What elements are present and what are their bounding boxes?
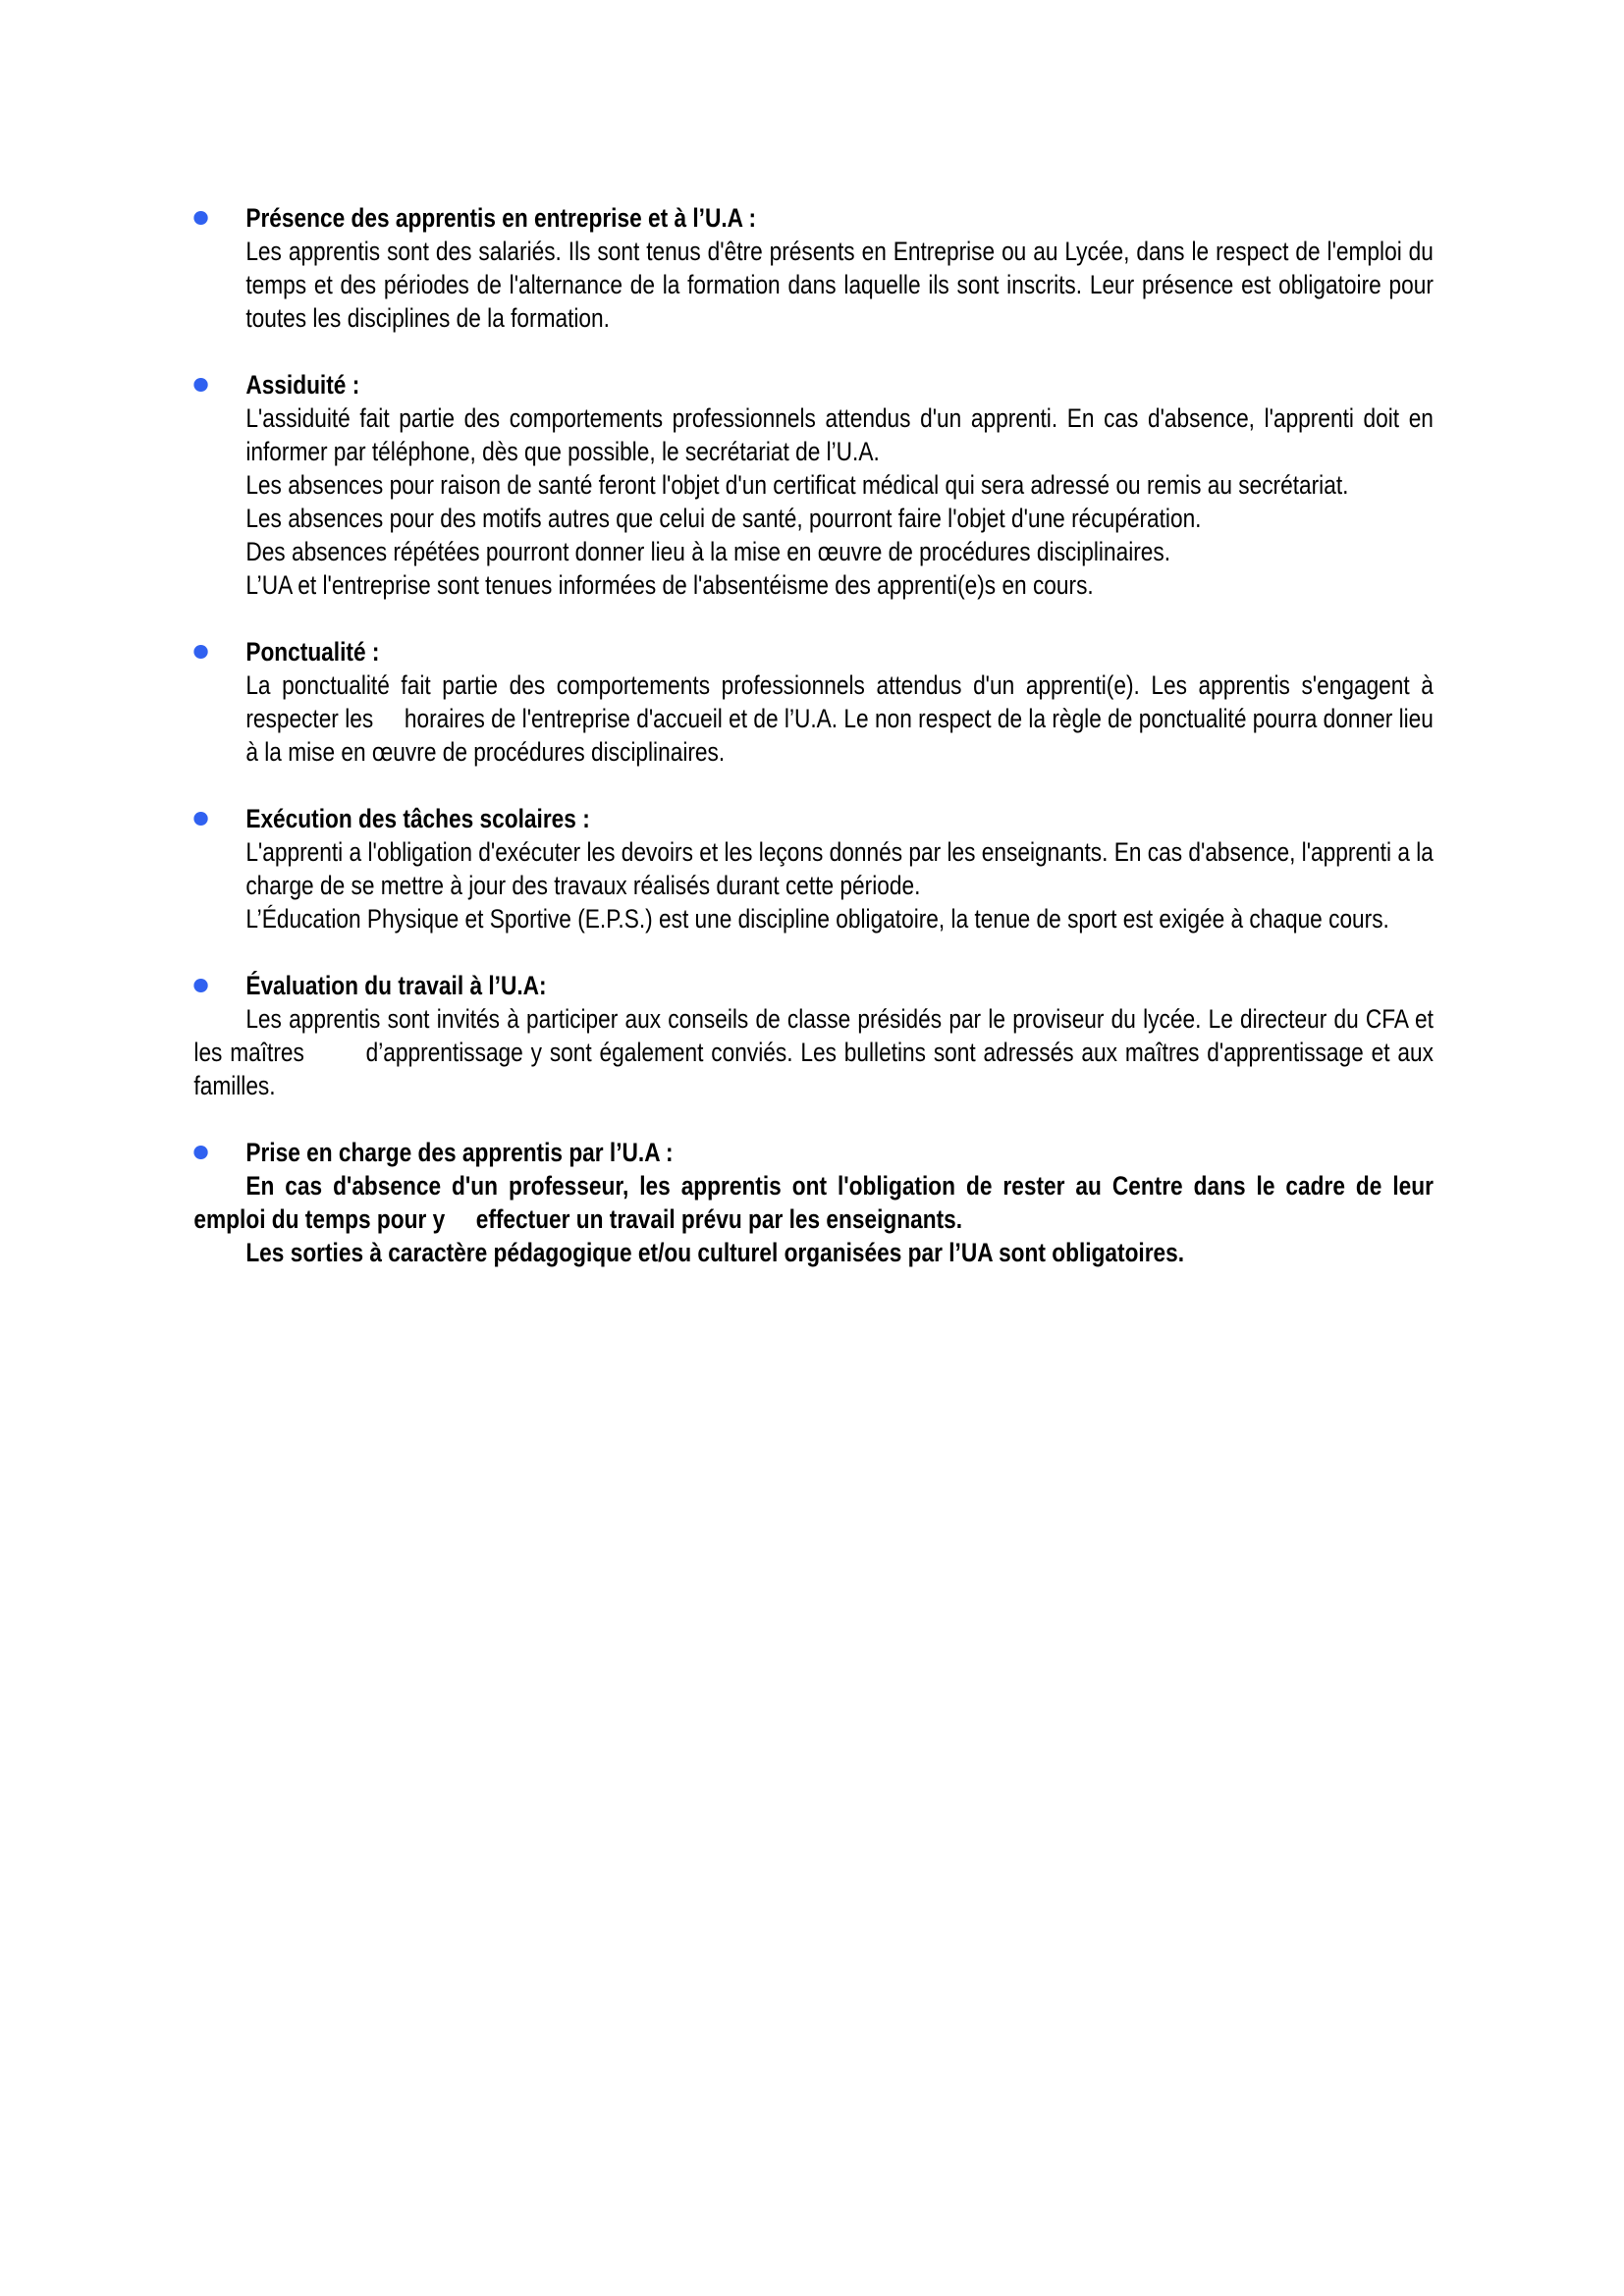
list-bullet-icon	[193, 979, 207, 992]
paragraph-text: L’UA et l'entreprise sont tenues informées de l'absentéisme des apprenti(e)s en cours.	[245, 570, 1094, 600]
paragraph-text: L'apprenti a l'obligation d'exécuter les devoirs et les leçons donnés par les enseignants. En cas d'absence, l'apprenti a la charge de se mettre à jour des travaux réalisés durant cette période.	[245, 837, 1434, 900]
section-heading: Évaluation du travail à l’U.A:	[245, 971, 547, 1000]
section-heading: Exécution des tâches scolaires :	[245, 804, 590, 833]
section-heading: Prise en charge des apprentis par l’U.A :	[245, 1138, 674, 1167]
paragraph-text: Des absences répétées pourront donner lieu à la mise en œuvre de procédures disciplinaires.	[245, 537, 1171, 566]
paragraph-text: En cas d'absence d'un professeur, les apprentis ont l'obligation de rester au Centre dans le cadre de leur emploi du temps pour y effectuer un travail prévu par les enseignants.	[193, 1171, 1434, 1234]
list-bullet-icon	[193, 812, 207, 826]
list-bullet-icon	[193, 1146, 207, 1159]
section-presence-apprentis	[193, 201, 1434, 335]
paragraph-text: Les apprentis sont des salariés. Ils sont tenus d'être présents en Entreprise ou au Lycée, dans le respect de l'emploi du temps et des périodes de l'alternance de la formation dans laquelle ils sont inscrits. Leur présence est obligatoire pour toutes les disciplines de la formation.	[245, 237, 1434, 333]
paragraph-text: Les absences pour des motifs autres que celui de santé, pourront faire l'objet d'une récupération.	[245, 504, 1202, 533]
list-bullet-icon	[193, 211, 207, 225]
bullet-cell	[193, 368, 245, 401]
section-heading: Présence des apprentis en entreprise et à l’U.A :	[245, 203, 757, 233]
paragraph-text: Les sorties à caractère pédagogique et/ou culturel organisées par l’UA sont obligatoires.	[245, 1238, 1185, 1267]
paragraph-text: Les apprentis sont invités à participer aux conseils de classe présidés par le proviseur du lycée. Le directeur du CFA et les maîtres d’apprentissage y sont également conviés. Les bulletins sont adressés aux maîtres d'apprentissage et aux familles.	[193, 1004, 1434, 1100]
section-heading: Assiduité :	[245, 370, 360, 400]
paragraph-text: Les absences pour raison de santé feront l'objet d'un certificat médical qui sera adressé ou remis au secrétariat.	[245, 470, 1349, 500]
bullet-cell	[193, 201, 245, 235]
section-assiduite	[193, 368, 1434, 602]
section-heading: Ponctualité :	[245, 637, 380, 667]
list-bullet-icon	[193, 378, 207, 392]
paragraph-text: L’Éducation Physique et Sportive (E.P.S.) est une discipline obligatoire, la tenue de sport est exigée à chaque cours.	[245, 904, 1389, 934]
section-heading-row	[193, 368, 1434, 401]
section-heading-row	[193, 969, 1434, 1002]
bullet-cell	[193, 802, 245, 835]
bullet-cell	[193, 635, 245, 668]
section-ponctualite	[193, 635, 1434, 769]
bullet-cell	[193, 1136, 245, 1169]
section-heading-row	[193, 1136, 1434, 1169]
bullet-cell	[193, 969, 245, 1002]
paragraph-text: L'assiduité fait partie des comportements professionnels attendus d'un apprenti. En cas d'absence, l'apprenti doit en informer par téléphone, dès que possible, le secrétariat de l’U.A.	[245, 403, 1434, 466]
section-evaluation-travail	[193, 969, 1434, 1102]
section-heading-row	[193, 201, 1434, 235]
section-execution-taches	[193, 802, 1434, 935]
paragraph-text: La ponctualité fait partie des comportements professionnels attendus d'un apprenti(e). Les apprentis s'engagent à respecter les horaires de l'entreprise d'accueil et de l’U.A. Le non respect de la règle de ponctualité pourra donner lieu à la mise en œuvre de procédures disciplinaires.	[245, 670, 1434, 767]
section-heading-row	[193, 635, 1434, 668]
section-prise-en-charge	[193, 1136, 1434, 1269]
section-heading-row	[193, 802, 1434, 835]
list-bullet-icon	[193, 645, 207, 659]
